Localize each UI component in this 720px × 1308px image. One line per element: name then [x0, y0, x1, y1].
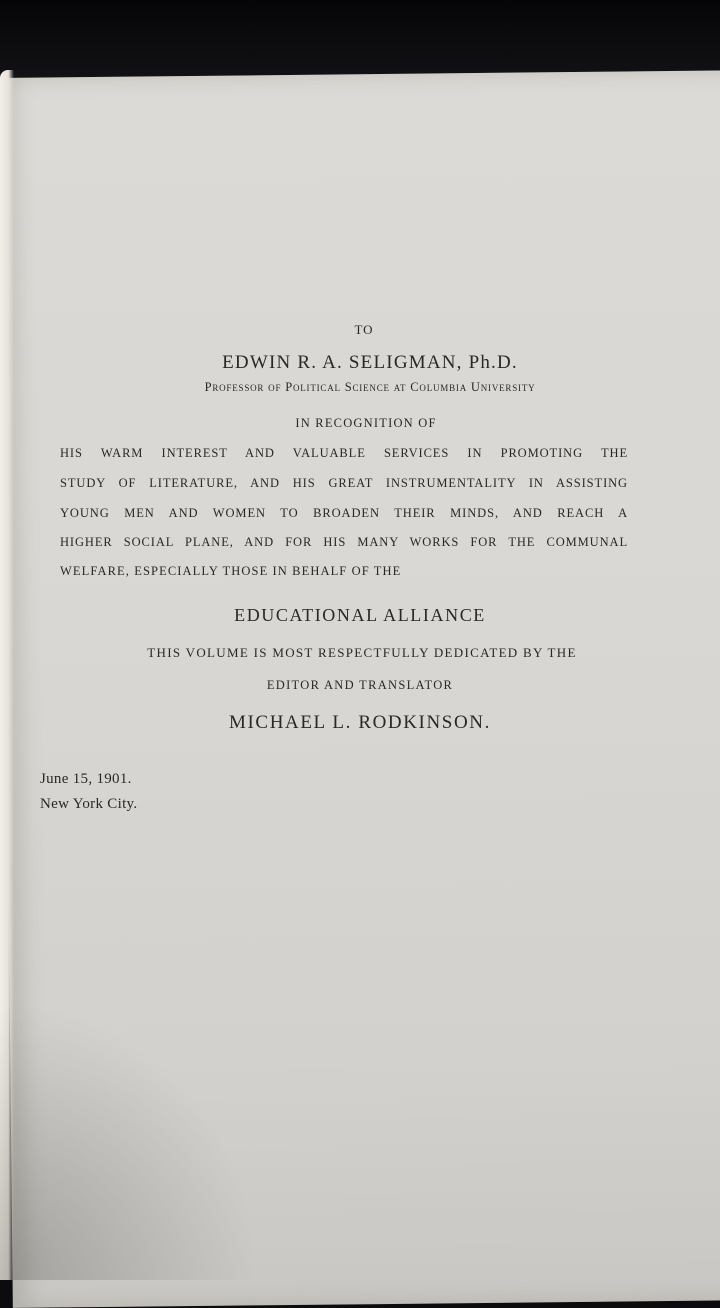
honoree-title: Professor of Political Science at Columbia University: [204, 380, 536, 394]
body-line: YOUNG MEN AND WOMEN TO BROADEN THEIR MINDS, AND REACH A: [60, 506, 628, 520]
dedication-to: TO: [354, 322, 374, 337]
body-line: WELFARE, ESPECIALLY THOSE IN BEHALF OF THE: [60, 564, 402, 578]
body-line: HIGHER SOCIAL PLANE, AND FOR HIS MANY WORKS FOR THE COMMUNAL: [60, 535, 628, 549]
body-line: STUDY OF LITERATURE, AND HIS GREAT INSTRUMENTALITY IN ASSISTING: [60, 476, 628, 490]
page-shadow: [0, 1000, 260, 1280]
author-name: MICHAEL L. RODKINSON.: [229, 712, 491, 733]
date-line: June 15, 1901.: [40, 771, 132, 787]
institution-name: EDUCATIONAL ALLIANCE: [234, 605, 486, 625]
dedicated-line: THIS VOLUME IS MOST RESPECTFULLY DEDICATED BY THE: [147, 645, 577, 660]
body-line: HIS WARM INTEREST AND VALUABLE SERVICES IN PROMOTING THE: [60, 446, 628, 460]
editor-line: EDITOR AND TRANSLATOR: [266, 678, 454, 692]
honoree-name: EDWIN R. A. SELIGMAN, Ph.D.: [222, 352, 518, 373]
in-recognition: IN RECOGNITION OF: [295, 416, 437, 430]
place-line: New York City.: [40, 796, 138, 812]
